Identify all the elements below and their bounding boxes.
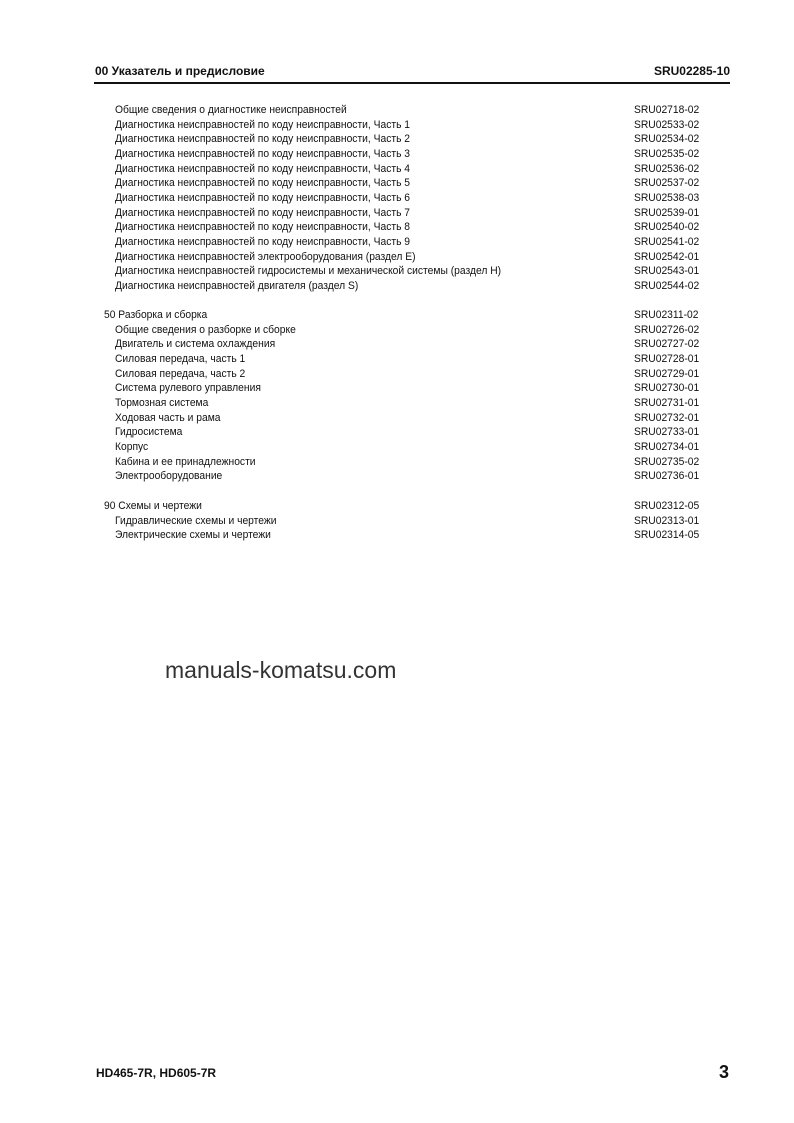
toc-entry-code: SRU02735-02 (634, 455, 700, 468)
toc-entry-title: Гидравлические схемы и чертежи (115, 514, 277, 527)
toc-entry-title: Электрические схемы и чертежи (115, 529, 271, 542)
toc-row (0, 118, 794, 133)
toc-row (0, 469, 794, 484)
toc-entry-title: Кабина и ее принадлежности (115, 455, 256, 468)
toc-entry-title: Диагностика неисправностей по коду неисправности, Часть 7 (115, 206, 411, 219)
toc-row (0, 323, 794, 338)
toc-row (0, 337, 794, 352)
toc-entry-code: SRU02542-01 (634, 250, 700, 263)
toc-row (0, 235, 794, 250)
header-section-title: 00 Указатель и предисловие (95, 64, 265, 78)
toc-entry-title: Общие сведения о диагностике неисправностей (115, 104, 347, 116)
toc-row (0, 396, 794, 411)
toc-entry-code: SRU02543-01 (634, 265, 700, 278)
toc-entry-title: Двигатель и система охлаждения (115, 338, 276, 351)
toc-row (0, 411, 794, 426)
toc-row (0, 206, 794, 221)
toc-entry-title: Тормозная система (115, 396, 209, 409)
toc-entry-title: Диагностика неисправностей по коду неисправности, Часть 4 (115, 162, 411, 175)
toc-row (0, 528, 794, 543)
toc-entry-code: SRU02544-02 (634, 279, 700, 292)
toc-row (0, 147, 794, 162)
toc-row (0, 250, 794, 265)
toc-entry-code: SRU02733-01 (634, 426, 700, 439)
toc-entry-title: Диагностика неисправностей по коду неисправности, Часть 8 (115, 221, 411, 234)
section-row (0, 308, 794, 323)
toc-entry-code: SRU02540-02 (634, 221, 700, 234)
toc-entry-title: Система рулевого управления (115, 382, 261, 395)
toc-entry-code: SRU02314-05 (634, 529, 700, 542)
toc-entry-code: SRU02535-02 (634, 147, 700, 160)
toc-entry-code: SRU02730-01 (634, 382, 700, 395)
toc-entry-code: SRU02727-02 (634, 338, 700, 351)
watermark: manuals-komatsu.com (165, 657, 397, 683)
toc-entry-title: Диагностика неисправностей электрооборудования (раздел E) (115, 250, 416, 263)
toc-row (0, 381, 794, 396)
toc-entry-code: SRU02536-02 (634, 162, 700, 175)
footer-models: HD465-7R, HD605-7R (96, 1066, 217, 1080)
toc-entry-code: SRU02731-01 (634, 396, 700, 409)
toc-entry-code: SRU02726-02 (634, 323, 700, 336)
toc-entry-title: Диагностика неисправностей гидросистемы и механической системы (раздел H) (115, 265, 502, 278)
toc-entry-code: SRU02539-01 (634, 206, 700, 219)
section-row (0, 499, 794, 514)
toc-row (0, 103, 794, 118)
toc-entry-title: Диагностика неисправностей по коду неисправности, Часть 5 (115, 177, 411, 190)
toc-entry-title: Диагностика неисправностей двигателя (раздел S) (115, 279, 359, 292)
toc-entry-title: Диагностика неисправностей по коду неисправности, Часть 2 (115, 133, 411, 146)
toc-entry-title: Силовая передача, часть 1 (115, 352, 246, 365)
toc-row (0, 455, 794, 470)
toc-entry-title: Электрооборудование (115, 470, 223, 483)
toc-entry-title: Диагностика неисправностей по коду неисправности, Часть 9 (115, 235, 411, 248)
toc-entry-title: Диагностика неисправностей по коду неисправности, Часть 3 (115, 147, 411, 160)
toc-entry-code: SRU02311-02 (634, 309, 699, 321)
header-doc-code: SRU02285-10 (653, 64, 730, 78)
toc-entry-code: SRU02538-03 (634, 191, 700, 204)
toc-entry-code: SRU02736-01 (634, 470, 700, 483)
toc-entry-code: SRU02312-05 (634, 500, 700, 512)
toc-row (0, 264, 794, 279)
toc-entry-code: SRU02541-02 (634, 235, 700, 248)
toc-row (0, 162, 794, 177)
toc-row (0, 440, 794, 455)
header-rule (94, 82, 730, 84)
toc-entry-code: SRU02728-01 (634, 352, 700, 365)
toc-entry-title: Диагностика неисправностей по коду неисправности, Часть 6 (115, 191, 411, 204)
toc-entry-code: SRU02533-02 (634, 118, 700, 131)
toc-row (0, 367, 794, 382)
toc-entry-title: 90 Схемы и чертежи (104, 500, 202, 512)
toc-entry-title: Общие сведения о разборке и сборке (115, 323, 296, 336)
toc-row (0, 191, 794, 206)
toc-entry-code: SRU02732-01 (634, 411, 700, 424)
page-number: 3 (719, 1062, 730, 1082)
toc-entry-code: SRU02734-01 (634, 440, 700, 453)
toc-entry-title: Диагностика неисправностей по коду неисправности, Часть 1 (115, 118, 411, 131)
toc-entry-title: Корпус (115, 440, 149, 453)
toc-entry-code: SRU02729-01 (634, 367, 700, 380)
toc-entry-code: SRU02313-01 (634, 514, 700, 527)
toc-entry-code: SRU02534-02 (634, 133, 700, 146)
toc-entry-code: SRU02718-02 (634, 104, 700, 116)
toc-row (0, 176, 794, 191)
toc-row (0, 220, 794, 235)
toc-entry-title: Гидросистема (115, 426, 183, 439)
toc-entry-title: Ходовая часть и рама (115, 411, 221, 424)
toc-row (0, 425, 794, 440)
toc-row (0, 132, 794, 147)
toc-row (0, 352, 794, 367)
toc-row (0, 279, 794, 294)
toc-entry-code: SRU02537-02 (634, 177, 700, 190)
toc-entry-title: 50 Разборка и сборка (104, 309, 208, 321)
toc-row (0, 514, 794, 529)
toc-entry-title: Силовая передача, часть 2 (115, 367, 246, 380)
